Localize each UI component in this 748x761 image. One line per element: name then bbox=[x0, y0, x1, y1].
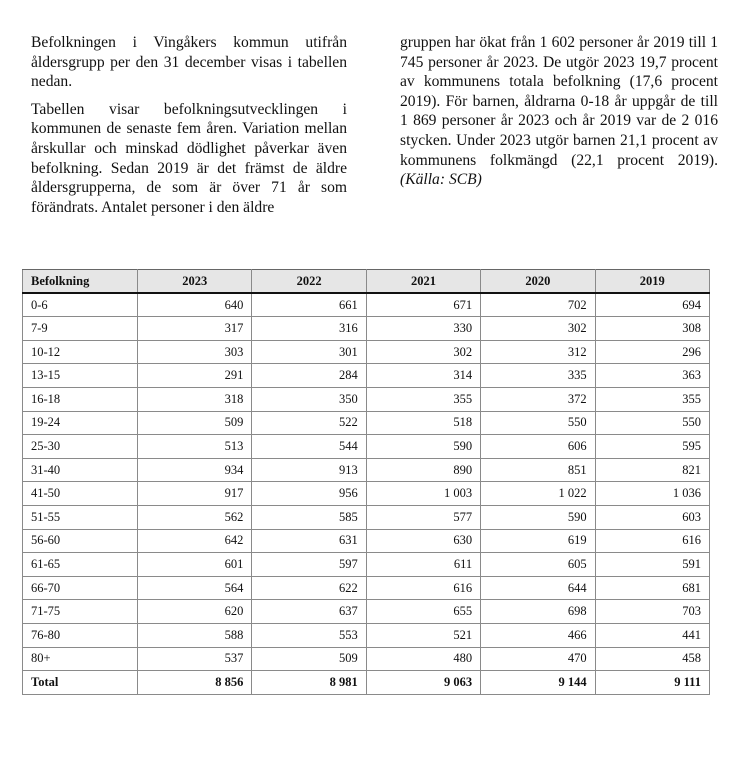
intro-paragraph: Befolkningen i Vingåkers kommun utifrån åldersgrupp per den 31 december visas i tabellen nedan. bbox=[31, 34, 347, 91]
value-2019-cell: 681 bbox=[595, 576, 709, 600]
development-paragraph: Tabellen visar befolkningsutvecklingen i kommunen de senaste fem åren. Variation mellan årskullar och minskad dödlighet påverkar även befolkning. Sedan 2019 är det främst de äldre åldersgrupperna, de som är över 71 år som förändrats. Antalet personer i den äldre bbox=[31, 100, 347, 216]
value-2021-cell: 655 bbox=[366, 600, 480, 624]
value-2022-cell: 622 bbox=[252, 576, 366, 600]
value-2021-cell: 630 bbox=[366, 529, 480, 553]
age-group-cell: 13-15 bbox=[23, 364, 138, 388]
table-row bbox=[23, 435, 710, 459]
age-group-cell: 7-9 bbox=[23, 317, 138, 341]
population-table bbox=[22, 269, 710, 695]
value-2019-cell: 308 bbox=[595, 317, 709, 341]
value-2021-cell: 302 bbox=[366, 340, 480, 364]
age-group-cell: 31-40 bbox=[23, 458, 138, 482]
table-row bbox=[23, 576, 710, 600]
table-row bbox=[23, 623, 710, 647]
value-2019-cell: 458 bbox=[595, 647, 709, 671]
total-label-cell: Total bbox=[23, 671, 138, 695]
value-2023-cell: 318 bbox=[138, 387, 252, 411]
value-2022-cell: 284 bbox=[252, 364, 366, 388]
value-2020-cell: 644 bbox=[481, 576, 595, 600]
value-2019-cell: 821 bbox=[595, 458, 709, 482]
age-group-cell: 41-50 bbox=[23, 482, 138, 506]
value-2019-cell: 591 bbox=[595, 553, 709, 577]
header-2022: 2022 bbox=[252, 270, 366, 294]
age-group-cell: 51-55 bbox=[23, 505, 138, 529]
value-2023-cell: 564 bbox=[138, 576, 252, 600]
value-2022-cell: 661 bbox=[252, 293, 366, 317]
value-2023-cell: 317 bbox=[138, 317, 252, 341]
table-row bbox=[23, 553, 710, 577]
age-group-cell: 76-80 bbox=[23, 623, 138, 647]
age-group-cell: 66-70 bbox=[23, 576, 138, 600]
value-2023-cell: 917 bbox=[138, 482, 252, 506]
value-2019-cell: 441 bbox=[595, 623, 709, 647]
value-2019-cell: 550 bbox=[595, 411, 709, 435]
value-2021-cell: 590 bbox=[366, 435, 480, 459]
value-2023-cell: 513 bbox=[138, 435, 252, 459]
value-2019-cell: 595 bbox=[595, 435, 709, 459]
age-group-cell: 71-75 bbox=[23, 600, 138, 624]
value-2020-cell: 302 bbox=[481, 317, 595, 341]
table-row bbox=[23, 364, 710, 388]
value-2019-cell: 296 bbox=[595, 340, 709, 364]
value-2021-cell: 616 bbox=[366, 576, 480, 600]
value-2020-cell: 372 bbox=[481, 387, 595, 411]
value-2021-cell: 518 bbox=[366, 411, 480, 435]
value-2020-cell: 606 bbox=[481, 435, 595, 459]
table-row bbox=[23, 411, 710, 435]
header-2019: 2019 bbox=[595, 270, 709, 294]
table-body bbox=[23, 293, 710, 694]
value-2021-cell: 521 bbox=[366, 623, 480, 647]
table-row bbox=[23, 387, 710, 411]
value-2022-cell: 301 bbox=[252, 340, 366, 364]
table-row bbox=[23, 317, 710, 341]
value-2023-cell: 934 bbox=[138, 458, 252, 482]
age-group-cell: 56-60 bbox=[23, 529, 138, 553]
continuation-text: gruppen har ökat från 1 602 personer år 2019 till 1 745 personer år 2023. De utgör 2023 19,7 procent av kommunens totala befolkning (17,6 procent 2019). För barnen, åldrarna 0-18 år uppgår de till 1 869 personer år 2023 och år 2019 var de 2 016 stycken. Under 2023 utgör barnen 21,1 procent av kommunens folkmängd (22,1 procent 2019). bbox=[400, 34, 718, 169]
header-2021: 2021 bbox=[366, 270, 480, 294]
value-2019-cell: 363 bbox=[595, 364, 709, 388]
value-2022-cell: 553 bbox=[252, 623, 366, 647]
value-2023-cell: 303 bbox=[138, 340, 252, 364]
value-2019-cell: 616 bbox=[595, 529, 709, 553]
age-group-cell: 16-18 bbox=[23, 387, 138, 411]
table-row bbox=[23, 647, 710, 671]
value-2021-cell: 330 bbox=[366, 317, 480, 341]
value-2022-cell: 637 bbox=[252, 600, 366, 624]
age-group-cell: 25-30 bbox=[23, 435, 138, 459]
value-2020-cell: 698 bbox=[481, 600, 595, 624]
value-2021-cell: 577 bbox=[366, 505, 480, 529]
value-2023-cell: 509 bbox=[138, 411, 252, 435]
value-2022-cell: 350 bbox=[252, 387, 366, 411]
value-2020-cell: 1 022 bbox=[481, 482, 595, 506]
value-2023-cell: 642 bbox=[138, 529, 252, 553]
value-2023-cell: 601 bbox=[138, 553, 252, 577]
value-2020-cell: 466 bbox=[481, 623, 595, 647]
value-2019-cell: 603 bbox=[595, 505, 709, 529]
table-row bbox=[23, 505, 710, 529]
value-2022-cell: 631 bbox=[252, 529, 366, 553]
value-2021-cell: 480 bbox=[366, 647, 480, 671]
total-value-2020-cell: 9 144 bbox=[481, 671, 595, 695]
value-2022-cell: 956 bbox=[252, 482, 366, 506]
value-2021-cell: 1 003 bbox=[366, 482, 480, 506]
value-2020-cell: 470 bbox=[481, 647, 595, 671]
continuation-paragraph bbox=[400, 33, 718, 190]
table-row bbox=[23, 600, 710, 624]
table-row bbox=[23, 293, 710, 317]
value-2020-cell: 312 bbox=[481, 340, 595, 364]
value-2021-cell: 314 bbox=[366, 364, 480, 388]
value-2019-cell: 703 bbox=[595, 600, 709, 624]
total-value-2022-cell: 8 981 bbox=[252, 671, 366, 695]
header-2023: 2023 bbox=[138, 270, 252, 294]
value-2023-cell: 620 bbox=[138, 600, 252, 624]
age-group-cell: 80+ bbox=[23, 647, 138, 671]
total-row bbox=[23, 671, 710, 695]
table-header-row bbox=[23, 270, 710, 294]
value-2020-cell: 619 bbox=[481, 529, 595, 553]
value-2019-cell: 1 036 bbox=[595, 482, 709, 506]
table-row bbox=[23, 340, 710, 364]
source-citation: (Källa: SCB) bbox=[400, 171, 482, 189]
value-2021-cell: 611 bbox=[366, 553, 480, 577]
header-befolkning: Befolkning bbox=[23, 270, 138, 294]
value-2022-cell: 597 bbox=[252, 553, 366, 577]
value-2022-cell: 316 bbox=[252, 317, 366, 341]
value-2019-cell: 355 bbox=[595, 387, 709, 411]
value-2020-cell: 550 bbox=[481, 411, 595, 435]
age-group-cell: 0-6 bbox=[23, 293, 138, 317]
value-2023-cell: 537 bbox=[138, 647, 252, 671]
age-group-cell: 10-12 bbox=[23, 340, 138, 364]
text-column-left bbox=[31, 33, 347, 217]
value-2023-cell: 291 bbox=[138, 364, 252, 388]
table-row bbox=[23, 458, 710, 482]
total-value-2023-cell: 8 856 bbox=[138, 671, 252, 695]
age-group-cell: 61-65 bbox=[23, 553, 138, 577]
total-value-2019-cell: 9 111 bbox=[595, 671, 709, 695]
value-2020-cell: 605 bbox=[481, 553, 595, 577]
value-2022-cell: 522 bbox=[252, 411, 366, 435]
value-2020-cell: 702 bbox=[481, 293, 595, 317]
header-2020: 2020 bbox=[481, 270, 595, 294]
value-2020-cell: 590 bbox=[481, 505, 595, 529]
table-row bbox=[23, 529, 710, 553]
total-value-2021-cell: 9 063 bbox=[366, 671, 480, 695]
table-row bbox=[23, 482, 710, 506]
value-2020-cell: 335 bbox=[481, 364, 595, 388]
value-2021-cell: 355 bbox=[366, 387, 480, 411]
value-2019-cell: 694 bbox=[595, 293, 709, 317]
text-column-right bbox=[400, 33, 718, 190]
value-2023-cell: 640 bbox=[138, 293, 252, 317]
value-2022-cell: 585 bbox=[252, 505, 366, 529]
value-2022-cell: 544 bbox=[252, 435, 366, 459]
value-2021-cell: 671 bbox=[366, 293, 480, 317]
value-2022-cell: 509 bbox=[252, 647, 366, 671]
value-2021-cell: 890 bbox=[366, 458, 480, 482]
value-2023-cell: 588 bbox=[138, 623, 252, 647]
value-2023-cell: 562 bbox=[138, 505, 252, 529]
value-2022-cell: 913 bbox=[252, 458, 366, 482]
age-group-cell: 19-24 bbox=[23, 411, 138, 435]
value-2020-cell: 851 bbox=[481, 458, 595, 482]
